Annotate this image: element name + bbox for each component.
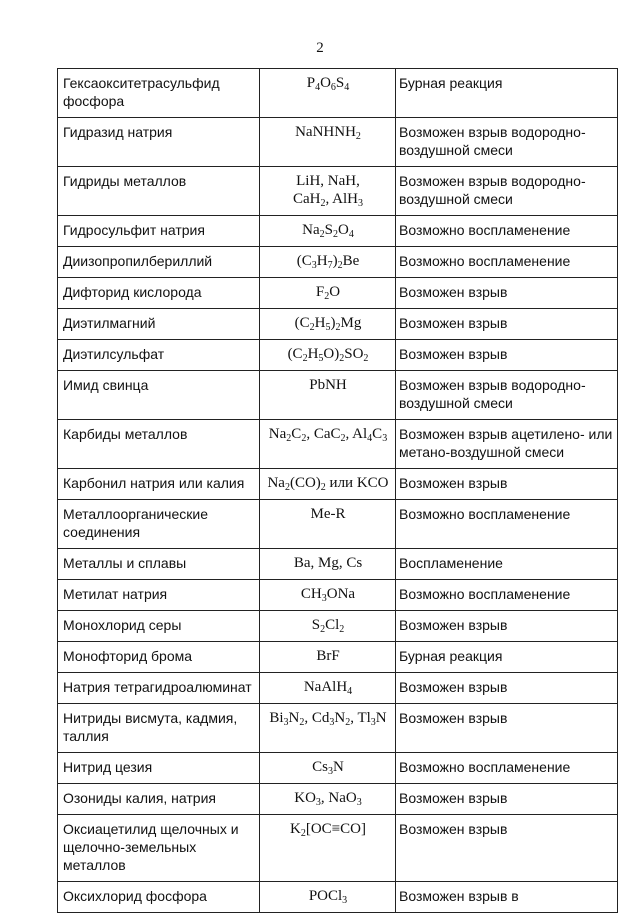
formula-subscript: 2 [302, 353, 308, 364]
formula-subscript: 2 [299, 717, 305, 728]
substance-name: Имид свинца [58, 371, 260, 420]
formula-text: ONa [326, 586, 356, 602]
formula-text: (C [294, 315, 310, 331]
substance-name: Карбиды металлов [58, 420, 260, 469]
formula-text: O [329, 284, 341, 300]
substance-name: Натрия тетрагидроалюминат [58, 673, 260, 704]
substance-name: Монохлорид серы [58, 611, 260, 642]
table-row [58, 278, 618, 309]
reaction-effect: Бурная реакция [396, 642, 618, 673]
formula-subscript: 3 [283, 717, 289, 728]
formula-text: ) [332, 253, 338, 269]
formula-subscript: 2 [320, 482, 326, 493]
substance-name: Диэтилмагний [58, 309, 260, 340]
formula-text: S [324, 222, 333, 238]
reaction-effect: Возможен взрыв ацетилено- или метано-воздушной смеси [396, 420, 618, 469]
formula-text: C [291, 426, 302, 442]
formula-text: P [306, 75, 316, 91]
chemical-formula [260, 118, 396, 167]
formula-subscript: 3 [329, 717, 335, 728]
formula-subscript: 2 [320, 624, 326, 635]
formula-subscript: 2 [286, 433, 292, 444]
chemical-formula [260, 882, 396, 913]
substance-name: Дифторид кислорода [58, 278, 260, 309]
reaction-effect: Возможен взрыв [396, 309, 618, 340]
chemical-formula [260, 500, 396, 549]
table-row [58, 469, 618, 500]
formula-text: Me-R [310, 506, 346, 522]
formula-text: N [375, 710, 387, 726]
formula-text: NaNHNH [295, 124, 356, 140]
formula-subscript: 4 [344, 82, 350, 93]
formula-text: BrF [316, 648, 340, 664]
substance-name: Диизопропилбериллий [58, 247, 260, 278]
formula-text: , AlH [325, 191, 358, 207]
formula-text: (C [296, 253, 312, 269]
formula-subscript: 5 [325, 322, 331, 333]
reaction-effect: Воспламенение [396, 549, 618, 580]
formula-text: PbNH [309, 377, 347, 393]
formula-text: SO [344, 346, 364, 362]
reaction-effect: Бурная реакция [396, 69, 618, 118]
page-number: 2 [316, 40, 324, 56]
chemical-formula [260, 69, 396, 118]
chemical-formula [260, 371, 396, 420]
formula-subscript: 5 [318, 353, 324, 364]
formula-text: Cl [325, 617, 340, 633]
reaction-effect: Возможно воспламенение [396, 753, 618, 784]
formula-subscript: 3 [328, 766, 333, 777]
formula-subscript: 3 [311, 260, 317, 271]
table-row [58, 118, 618, 167]
reaction-effect: Возможно воспламенение [396, 216, 618, 247]
substance-name: Гидразид натрия [58, 118, 260, 167]
formula-subscript: 2 [363, 353, 369, 364]
reaction-effect: Возможен взрыв в [396, 882, 618, 913]
formula-text: N [333, 759, 344, 775]
reaction-effect: Возможен взрыв [396, 673, 618, 704]
substance-name: Гидриды металлов [58, 167, 260, 216]
formula-text: H [307, 346, 319, 362]
table-row [58, 815, 618, 882]
chemical-formula [260, 247, 396, 278]
substance-name: Карбонил натрия или калия [58, 469, 260, 500]
substance-name: Нитриды висмута, кадмия, таллия [58, 704, 260, 753]
formula-subscript: 3 [315, 797, 321, 808]
reaction-effect: Возможен взрыв водородно-воздушной смеси [396, 118, 618, 167]
chemical-formula [260, 704, 396, 753]
formula-subscript: 3 [382, 433, 388, 444]
reaction-effect: Возможен взрыв [396, 784, 618, 815]
table-row [58, 642, 618, 673]
formula-subscript: 4 [348, 229, 354, 240]
table-row [58, 167, 618, 216]
formula-text: LiH, NaH, CaH [292, 173, 360, 207]
formula-text: H [314, 315, 326, 331]
table-row [58, 420, 618, 469]
formula-subscript: 2 [339, 353, 345, 364]
chemical-formula [260, 784, 396, 815]
formula-text: KO [294, 790, 316, 806]
formula-subscript: 2 [320, 198, 326, 209]
formula-text: N [334, 710, 346, 726]
reaction-effect: Возможно воспламенение [396, 580, 618, 611]
formula-subscript: 3 [342, 895, 348, 906]
substance-name: Гексаокситетрасульфид фосфора [58, 69, 260, 118]
chemical-formula [260, 340, 396, 371]
formula-text: CH [300, 586, 322, 602]
reaction-effect: Возможен взрыв водородно-воздушной смеси [396, 371, 618, 420]
table-row [58, 673, 618, 704]
formula-text: K [290, 821, 301, 837]
formula-subscript: 3 [358, 198, 363, 209]
table-row [58, 611, 618, 642]
chemical-formula [260, 216, 396, 247]
table-row [58, 69, 618, 118]
chemical-formula [260, 420, 396, 469]
formula-subscript: 3 [321, 593, 327, 604]
substance-name: Гидросульфит натрия [58, 216, 260, 247]
chemical-formula [260, 611, 396, 642]
table-row [58, 500, 618, 549]
chemical-formula [260, 469, 396, 500]
formula-text: , NaO [320, 790, 357, 806]
formula-subscript: 2 [339, 624, 345, 635]
table-row [58, 753, 618, 784]
table-row [58, 216, 618, 247]
formula-text: Bi [269, 710, 284, 726]
formula-text: или KCO [325, 475, 389, 491]
table-row [58, 309, 618, 340]
formula-subscript: 2 [340, 433, 346, 444]
formula-text: Ba, Mg, Cs [293, 555, 363, 571]
substance-name: Оксихлорид фосфора [58, 882, 260, 913]
formula-subscript: 2 [355, 131, 361, 142]
hazard-table [57, 68, 618, 913]
table-row [58, 580, 618, 611]
formula-text: Cs [312, 759, 328, 775]
formula-subscript: 2 [319, 229, 325, 240]
formula-text: O [338, 222, 349, 238]
reaction-effect: Возможен взрыв [396, 469, 618, 500]
formula-text: Na [302, 222, 320, 238]
formula-subscript: 2 [337, 260, 343, 271]
chemical-formula [260, 642, 396, 673]
formula-text: POCl [308, 888, 343, 904]
formula-text: Mg [340, 315, 362, 331]
formula-subscript: 2 [324, 291, 330, 302]
formula-text: NaAlH [303, 679, 348, 695]
formula-text: ) [330, 315, 336, 331]
formula-text: N [288, 710, 300, 726]
formula-text: , Cd [304, 710, 330, 726]
formula-subscript: 6 [330, 82, 336, 93]
reaction-effect: Возможен взрыв водородно-воздушной смеси [396, 167, 618, 216]
reaction-effect: Возможен взрыв [396, 704, 618, 753]
formula-text: (C [287, 346, 303, 362]
chemical-formula [260, 815, 396, 882]
formula-text: O [320, 75, 331, 91]
table-row [58, 704, 618, 753]
reaction-effect: Возможен взрыв [396, 278, 618, 309]
substance-name: Диэтилсульфат [58, 340, 260, 371]
substance-name: Озониды калия, натрия [58, 784, 260, 815]
formula-text: Be [342, 253, 360, 269]
formula-subscript: 4 [367, 433, 373, 444]
substance-name: Оксиацетилид щелочных и щелочно-земельных металлов [58, 815, 260, 882]
substance-name: Монофторид брома [58, 642, 260, 673]
formula-subscript: 2 [301, 433, 307, 444]
formula-subscript: 4 [315, 82, 321, 93]
chemical-formula [260, 309, 396, 340]
substance-name: Нитрид цезия [58, 753, 260, 784]
chemical-formula [260, 167, 396, 216]
formula-text: S [335, 75, 345, 91]
chemical-formula [260, 673, 396, 704]
table-row [58, 549, 618, 580]
formula-text: O) [323, 346, 340, 362]
substance-name: Метилат натрия [58, 580, 260, 611]
table-row [58, 882, 618, 913]
formula-subscript: 2 [300, 828, 306, 839]
chemical-formula [260, 549, 396, 580]
table-body [58, 69, 618, 913]
reaction-effect: Возможно воспламенение [396, 500, 618, 549]
reaction-effect: Возможно воспламенение [396, 247, 618, 278]
formula-text: Na [267, 475, 285, 491]
formula-text: F [315, 284, 325, 300]
chemical-formula [260, 580, 396, 611]
formula-text: , Al [345, 426, 368, 442]
formula-text: [OC≡CO] [305, 821, 366, 837]
formula-subscript: 4 [347, 686, 353, 697]
formula-subscript: 2 [284, 482, 290, 493]
formula-subscript: 2 [345, 717, 351, 728]
formula-subscript: 3 [370, 717, 376, 728]
chemical-formula [260, 753, 396, 784]
table-row [58, 340, 618, 371]
substance-name: Металлоорганические соединения [58, 500, 260, 549]
formula-text: C [372, 426, 383, 442]
reaction-effect: Возможен взрыв [396, 611, 618, 642]
substance-name: Металлы и сплавы [58, 549, 260, 580]
formula-text: (CO) [289, 475, 321, 491]
formula-text: S [311, 617, 321, 633]
formula-text: , Tl [350, 710, 371, 726]
formula-subscript: 7 [327, 260, 333, 271]
formula-subscript: 2 [335, 322, 341, 333]
table-row [58, 247, 618, 278]
formula-text: , CaC [306, 426, 341, 442]
chemical-formula [260, 278, 396, 309]
formula-subscript: 3 [356, 797, 362, 808]
formula-text: Na [268, 426, 287, 442]
reaction-effect: Возможен взрыв [396, 815, 618, 882]
table-row [58, 784, 618, 815]
formula-subscript: 2 [309, 322, 315, 333]
formula-subscript: 2 [333, 229, 338, 240]
reaction-effect: Возможен взрыв [396, 340, 618, 371]
table-row [58, 371, 618, 420]
formula-text: H [316, 253, 328, 269]
